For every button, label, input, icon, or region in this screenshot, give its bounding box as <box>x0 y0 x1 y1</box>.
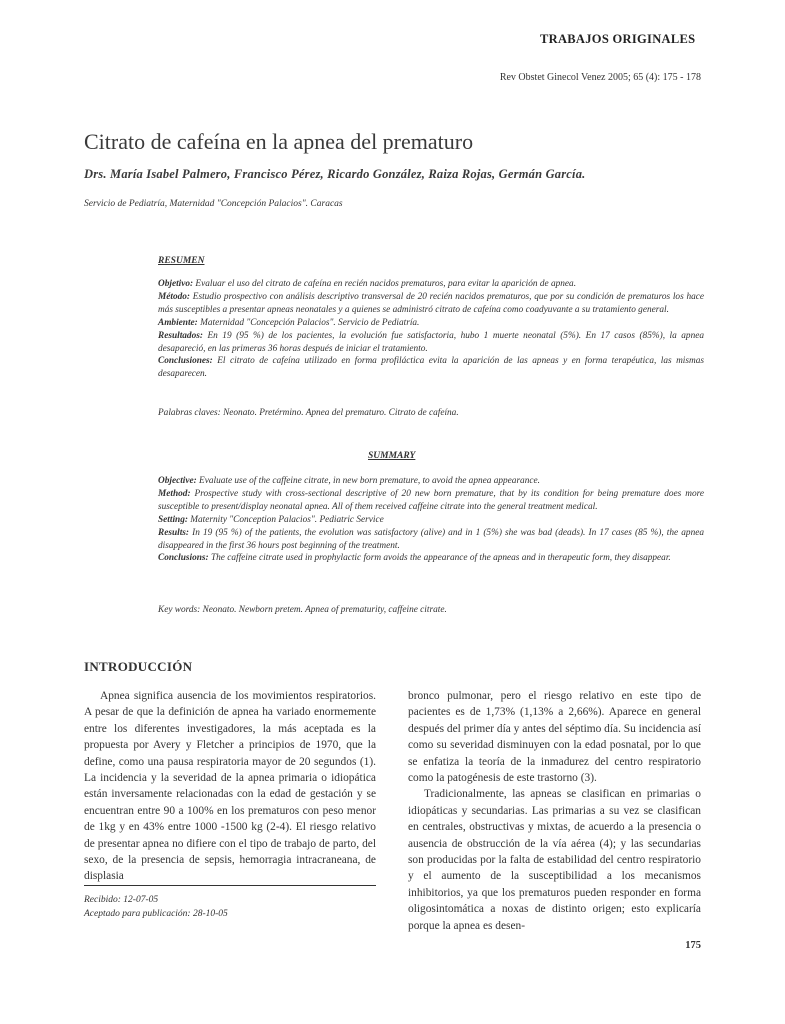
results-label: Results: <box>158 527 189 538</box>
summary-results <box>158 527 704 553</box>
resultados-text: En 19 (95 %) de los pacientes, la evolución fue satisfactoria, hubo 1 muerte neonatal (5%). En 17 casos (85%), la apnea desapareció, en las primeras 36 horas después de iniciar el tratamiento. <box>158 330 704 354</box>
metodo-label: Método: <box>158 291 191 302</box>
setting-label: Setting: <box>158 514 188 525</box>
conclusiones-text: El citrato de cafeína utilizado en forma profiláctica evita la aparición de las apneas y en forma terapéutica, las mismas desaparecen. <box>158 356 704 380</box>
body-column-right <box>408 688 701 934</box>
key-words <box>158 604 704 617</box>
journal-citation: Rev Obstet Ginecol Venez 2005; 65 (4): 175 - 178 <box>499 72 701 83</box>
palabras-claves <box>158 407 704 420</box>
resultados-label: Resultados: <box>158 330 203 341</box>
objective-label: Objective: <box>158 476 197 486</box>
ambiente-label: Ambiente: <box>158 317 198 328</box>
introduccion-heading: INTRODUCCIÓN <box>84 659 193 674</box>
conclusiones-label: Conclusiones: <box>158 356 213 367</box>
footnote-divider <box>84 885 376 886</box>
objetivo-text: Evaluar el uso del citrato de cafeína en recién nacidos prematuros, para evitar la aparición de apnea. <box>193 279 577 289</box>
footnotes <box>84 893 228 921</box>
key-words-label: Key words: <box>158 605 201 615</box>
resumen-objetivo <box>158 278 704 291</box>
summary-method <box>158 488 704 514</box>
body-column-left <box>84 688 376 885</box>
summary-heading: SUMMARY <box>368 451 416 461</box>
paragraph: Apnea significa ausencia de los movimientos respiratorios. A pesar de que la definición de apnea ha variado enormemente entre los diferentes investigadores, la más aceptada es la propuesta por Avery y Fletcher a principios de 1970, que la define, como una pausa respiratoria mayor de 20 segundos (1). La incidencia y la severidad de la apnea primaria o idiopática están inversamente relacionadas con la edad de gestación y se encuentran entre 90 a 100% en los prematuros con peso menor de 1kg y en 43% entre 1000 -1500 kg (2-4). El riesgo relativo de presentar apnea no difiere con el tipo de trabajo de parto, del sexo, de la presencia de sepsis, hemorragia intracraneana, de displasia <box>84 690 376 883</box>
method-text: Prospective study with cross-sectional descriptive of 20 new born premature, that by its condition for being premature does more susceptible to present/display neonatal apnea. All of them received caffeine citrate into the general treatment medical. <box>158 488 704 512</box>
page-number: 175 <box>685 940 701 951</box>
summary-body <box>158 475 704 565</box>
resumen-conclusiones <box>158 355 704 381</box>
setting-text: Maternity "Conception Palacios". Pediatric Service <box>187 514 384 525</box>
palabras-claves-text: Neonato. Pretérmino. Apnea del prematuro. Citrato de cafeína. <box>220 408 459 418</box>
article-authors: Drs. María Isabel Palmero, Francisco Pérez, Ricardo González, Raiza Rojas, Germán García. <box>84 167 586 181</box>
objetivo-label: Objetivo: <box>158 279 194 289</box>
article-title: Citrato de cafeína en la apnea del prematuro <box>84 129 474 154</box>
paragraph: bronco pulmonar, pero el riesgo relativo en este tipo de pacientes es de 1,73% (1,13% a 2,66%). Aparece en general después del primer día y antes del séptimo día. Su incidencia así como su severidad disminuyen con la edad posnatal, por lo que se enfatiza la teoría de la inmadurez del centro respiratorio como la patogénesis de este trastorno (3). <box>408 690 701 785</box>
resumen-resultados <box>158 330 704 356</box>
summary-objective <box>158 475 704 488</box>
method-label: Method: <box>158 488 191 499</box>
objective-text: Evaluate use of the caffeine citrate, in new born premature, to avoid the apnea appearance. <box>196 476 540 486</box>
summary-setting <box>158 514 704 527</box>
summary-conclusions <box>158 552 704 565</box>
received-date: Recibido: 12-07-05 <box>84 895 159 905</box>
metodo-text: Estudio prospectivo con análisis descriptivo transversal de 20 recién nacidos prematuros, que por su condición de prematuros los hace más susceptibles a presentar apneas neonatales y a quienes se administró citrato de cafeína como coadyuvante a su tratamiento general. <box>158 291 704 315</box>
resumen-metodo <box>158 291 704 317</box>
results-text: In 19 (95 %) of the patients, the evolution was satisfactory (alive) and in 1 (5%) she was bad (deads). In 17 cases (85 %), the apnea disappeared in the first 36 hours post beginning of the treatment. <box>158 527 704 551</box>
accepted-date: Aceptado para publicación: 28-10-05 <box>84 909 228 919</box>
key-words-text: Neonato. Newborn pretem. Apnea of prematurity, caffeine citrate. <box>200 605 447 615</box>
section-header: TRABAJOS ORIGINALES <box>540 32 696 46</box>
resumen-ambiente <box>158 317 704 330</box>
conclusions-text: The caffeine citrate used in prophylactic form avoids the appearance of the apneas and in therapeutic form, they disappear. <box>208 553 671 564</box>
palabras-claves-label: Palabras claves: <box>158 408 221 418</box>
resumen-body <box>158 278 704 381</box>
ambiente-text: Maternidad "Concepción Palacios". Servicio de Pediatría. <box>197 317 420 328</box>
paragraph: Tradicionalmente, las apneas se clasifican en primarias o idiopáticas y secundarias. Las primarias a su vez se clasifican en centrales, obstructivas y mixtas, de acuerdo a la presencia o ausencia de obstrucción de la vía aérea (4); y las secundarias son producidas por la falta de estabilidad del centro respiratorio y el aumento de la susceptibilidad a los mecanismos inhibitorios, ya que los prematuros pueden responder en forma oligosintomática a noxas de distinto origen; esto explicaría porque la apnea es desen- <box>408 788 701 932</box>
article-affiliation: Servicio de Pediatría, Maternidad "Concepción Palacios". Caracas <box>84 199 343 209</box>
conclusions-label: Conclusions: <box>158 553 209 564</box>
resumen-heading: RESUMEN <box>158 256 205 266</box>
